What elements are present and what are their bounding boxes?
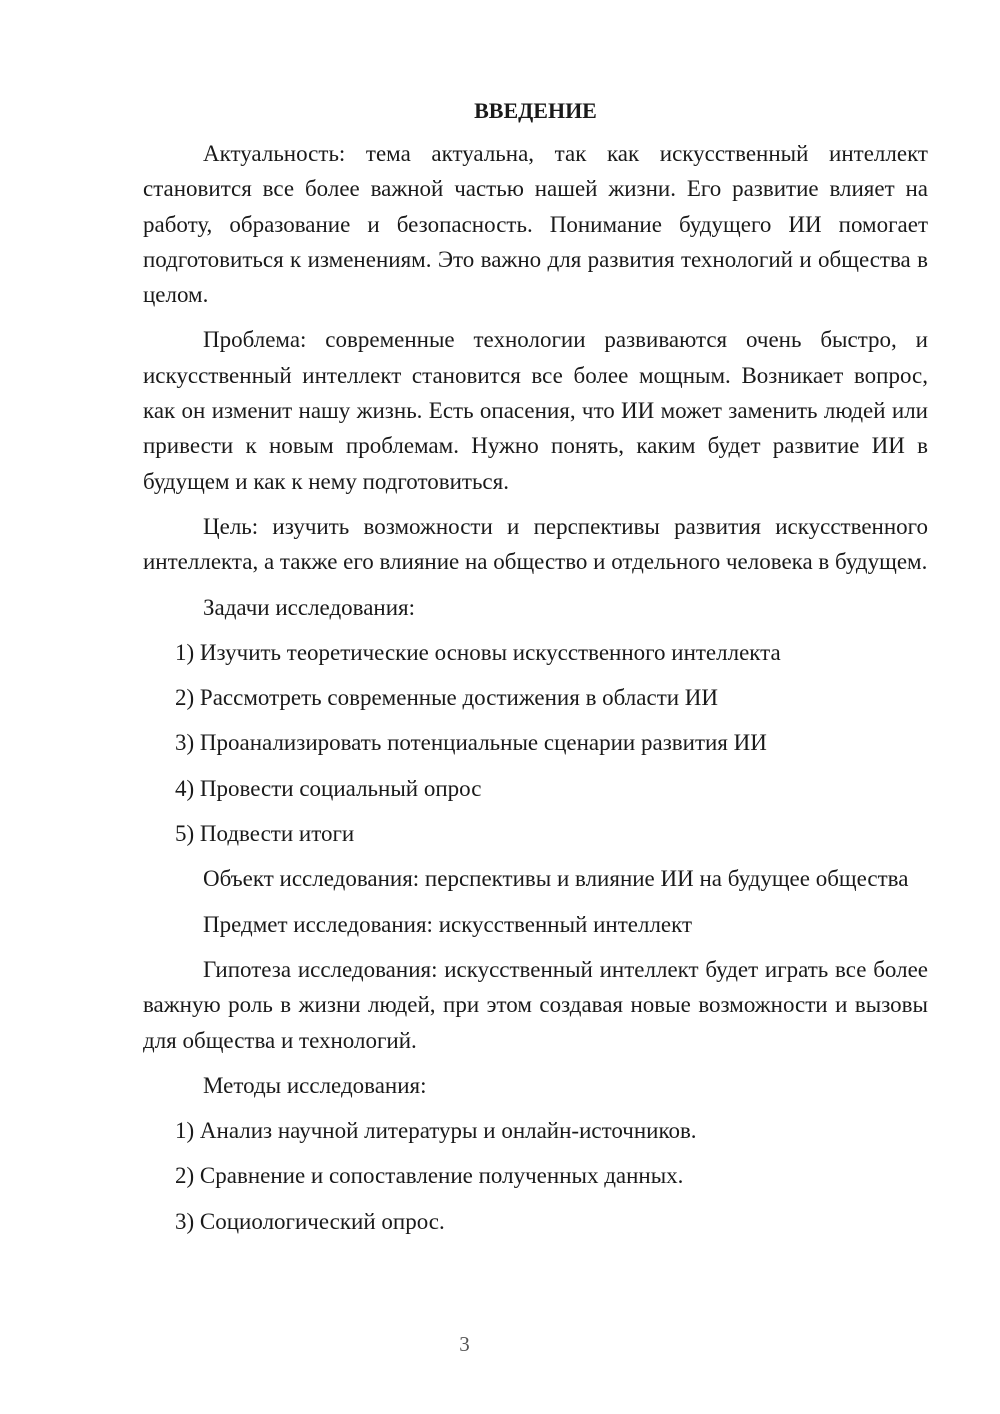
list-item: 3) Проанализировать потенциальные сценарии развития ИИ [175,730,767,756]
page-number: 3 [459,1332,470,1356]
relevance-paragraph: Актуальность: тема актуальна, так как искусственный интеллект становится все более важной частью нашей жизни. Его развитие влияет на работу, образование и безопасность. Понимание будущего ИИ помогает подготовиться к изменениям. Это важно для развития технологий и общества в целом. [143,141,928,308]
methods-list [143,1113,928,1239]
hypothesis-paragraph: Гипотеза исследования: искусственный интеллект будет играть все более важную роль в жизни людей, при этом создавая новые возможности и вызовы для общества и технологий. [143,956,928,1053]
tasks-heading: Задачи исследования: [203,594,416,620]
subject-paragraph: Предмет исследования: искусственный интеллект [203,911,693,937]
goal-paragraph: Цель: изучить возможности и перспективы развития искусственного интеллекта, а также его влияние на общество и отдельного человека в будущем. [143,513,928,575]
object-paragraph: Объект исследования: перспективы и влияние ИИ на будущее общества [203,866,909,892]
page-title: ВВЕДЕНИЕ [474,98,597,123]
list-item: 1) Изучить теоретические основы искусственного интеллекта [175,639,781,665]
list-item: 3) Социологический опрос. [175,1208,445,1234]
problem-paragraph: Проблема: современные технологии развиваются очень быстро, и искусственный интеллект становится все более мощным. Возникает вопрос, как он изменит нашу жизнь. Есть опасения, что ИИ может заменить людей или привести к новым проблемам. Нужно понять, каким будет развитие ИИ в будущем и как к нему подготовиться. [143,327,928,494]
list-item: 4) Провести социальный опрос [175,775,482,801]
list-item: 5) Подвести итоги [175,821,355,847]
page-body [143,96,928,1249]
list-item: 2) Рассмотреть современные достижения в области ИИ [175,685,719,711]
list-item: 1) Анализ научной литературы и онлайн-источников. [175,1118,697,1144]
list-item: 2) Сравнение и сопоставление полученных данных. [175,1163,684,1189]
methods-heading: Методы исследования: [203,1072,427,1098]
tasks-list [143,635,928,851]
